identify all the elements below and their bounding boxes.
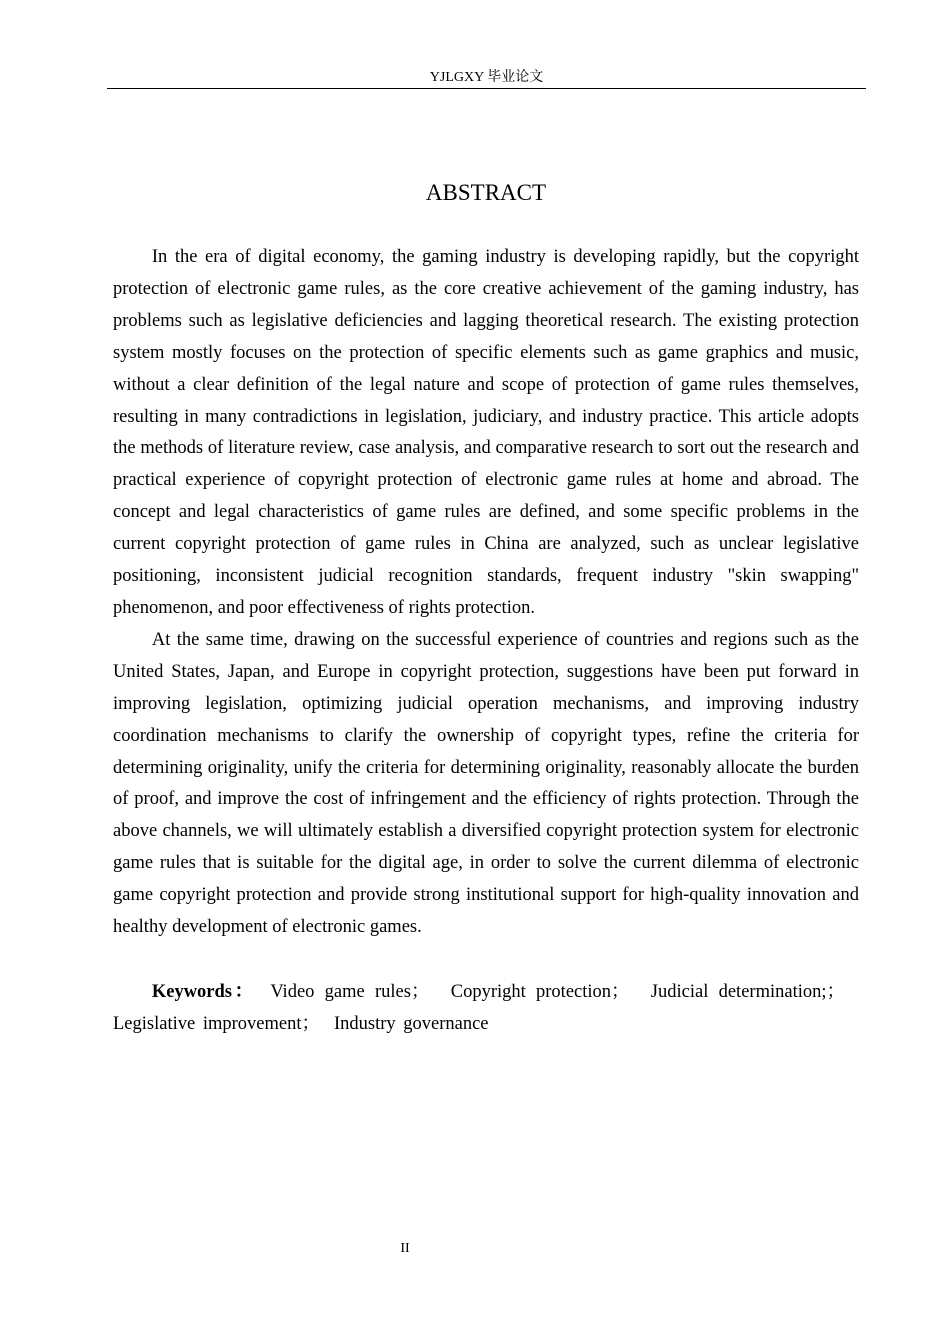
running-header [107, 68, 866, 89]
abstract-paragraph-1: In the era of digital economy, the gaming industry is developing rapidly, but the copyright protection of electronic game rules, as the core creative achievement of the gaming industry, has problems such as legislative deficiencies and lagging theoretical research. The existing protection system mostly focuses on the protection of specific elements such as game graphics and music, without a clear definition of the legal nature and scope of protection of game rules themselves, resulting in many contradictions in legislation, judiciary, and industry practice. This article adopts the methods of literature review, case analysis, and comparative research to sort out the research and practical experience of copyright protection of electronic game rules at home and abroad. The concept and legal characteristics of game rules are defined, and some specific problems in the current copyright protection of game rules in China are analyzed, such as unclear legislative positioning, inconsistent judicial recognition standards, frequent industry "skin swapping" phenomenon, and poor effectiveness of rights protection. [113, 247, 859, 618]
keyword-item: Video game rules； [270, 982, 430, 1002]
keywords-label: Keywords： [151, 982, 256, 1002]
abstract-title: ABSTRACT [425, 180, 547, 205]
running-header-title: YJLGXY 毕业论文 [429, 70, 544, 85]
keyword-item: Judicial determination;； [650, 982, 845, 1002]
keywords-line [113, 976, 859, 1040]
abstract-body [113, 242, 859, 944]
keyword-item: Copyright protection； [450, 982, 630, 1002]
keyword-item: Industry governance [333, 1014, 489, 1034]
page-number: II [400, 1241, 410, 1256]
keyword-item: Legislative improvement； [113, 1014, 320, 1034]
abstract-paragraph-2: At the same time, drawing on the successful experience of countries and regions such as the United States, Japan, and Europe in copyright protection, suggestions have been put forward in improving legislation, optimizing judicial operation mechanisms, and improving industry coordination mechanisms to clarify the ownership of copyright types, refine the criteria for determining originality, unify the criteria for determining originality, reasonably allocate the burden of proof, and improve the cost of infringement and the efficiency of rights protection. Through the above channels, we will ultimately establish a diversified copyright protection system for electronic game rules that is suitable for the digital age, in order to solve the current dilemma of electronic game copyright protection and provide strong institutional support for high-quality innovation and healthy development of electronic games. [113, 629, 859, 938]
